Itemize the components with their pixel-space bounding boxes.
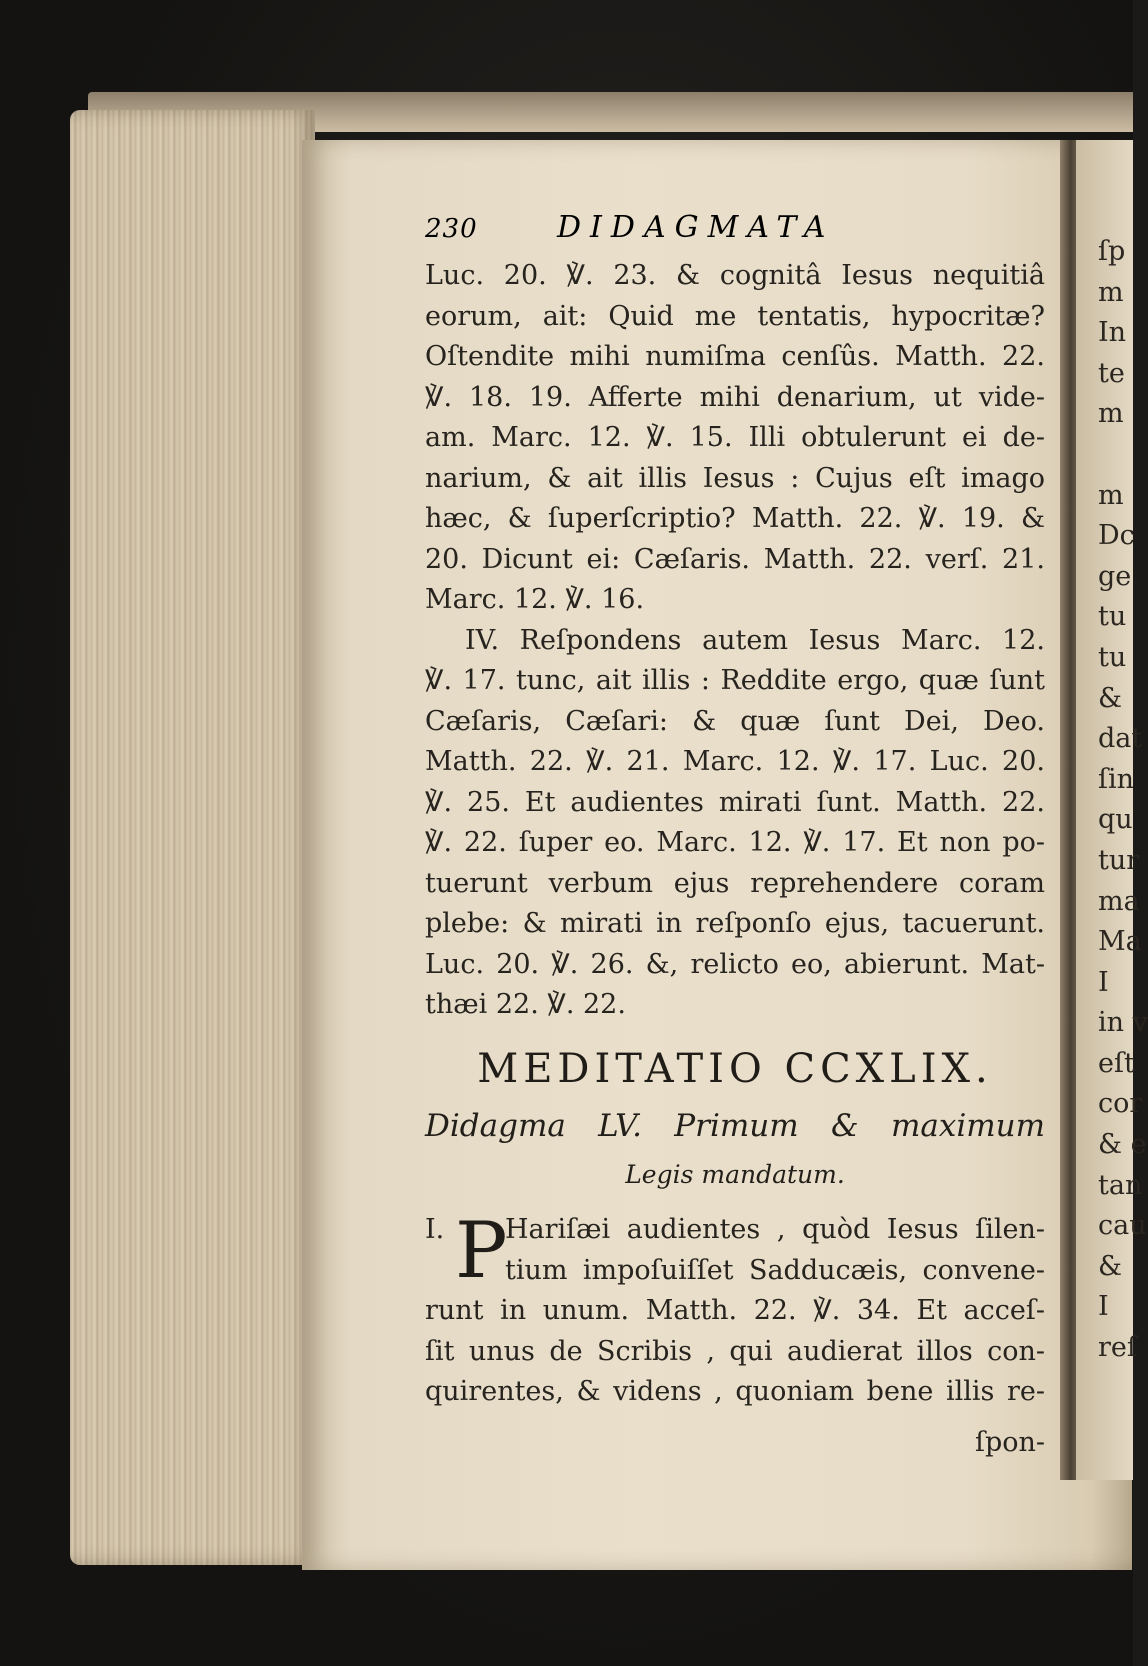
facing-fragment: eſt (1098, 1047, 1135, 1079)
facing-fragment: In (1098, 317, 1127, 349)
facing-fragment: m (1098, 276, 1124, 308)
facing-fragment: te (1098, 357, 1125, 389)
meditation-heading: MEDITATIO CCXLIX. (477, 1046, 993, 1092)
text-line: Hariſæi audientes , quòd Iesus ſilen- (505, 1214, 1045, 1245)
text-line: quirentes, & videns , quoniam bene illis re- (425, 1376, 1045, 1407)
text-line: runt in unum. Matth. 22. ℣. 34. Et acceſ- (425, 1295, 1045, 1326)
running-head (425, 210, 1045, 254)
text-line: IV. Reſpondens autem Iesus Marc. 12. (465, 624, 1045, 656)
facing-fragment: m (1098, 398, 1124, 430)
text-line: eorum, ait: Quid me tentatis, hypocritæ? (425, 300, 1045, 332)
facing-fragment: tu (1098, 601, 1127, 633)
text-line: Oſtendite mihi numiſma cenſûs. Matth. 22. (425, 341, 1045, 372)
facing-fragment: cor (1098, 1088, 1143, 1120)
didagma-subheading: Didagma LV. Primum & maximum (425, 1108, 1045, 1144)
text-line: tium impoſuiſſet Sadducæis, convene- (505, 1254, 1045, 1286)
text-line: 20. Dicunt ei: Cæſaris. Matth. 22. verſ. 21. (425, 543, 1045, 575)
facing-fragment: & (1098, 682, 1123, 714)
text-line: narium, & ait illis Iesus : Cujus eſt imago (425, 462, 1045, 494)
facing-fragment: reſ (1098, 1332, 1137, 1364)
text-line: plebe: & mirati in reſponſo ejus, tacuerunt. (425, 908, 1045, 939)
facing-fragment: Ma (1098, 926, 1142, 958)
text-line: hæc, & ſuperſcriptio? Matth. 22. ℣. 19. & (425, 503, 1045, 534)
catchword: ſpon- (974, 1427, 1045, 1458)
page-edges (70, 110, 315, 1565)
facing-fragment: dat (1098, 723, 1143, 755)
text-line: Matth. 22. ℣. 21. Marc. 12. ℣. 17. Luc. 20. (425, 746, 1045, 777)
facing-fragment: Dc (1098, 520, 1135, 552)
facing-fragment: & e (1098, 1129, 1147, 1161)
facing-fragment: ſin (1098, 763, 1135, 795)
text-line: Marc. 12. ℣. 16. (425, 584, 645, 615)
facing-fragment: ma (1098, 885, 1140, 917)
paragraph-with-dropcap (425, 1206, 1045, 1413)
text-line: ℣. 17. tunc, ait illis : Reddite ergo, quæ ſunt (425, 665, 1045, 696)
facing-page-text (1098, 232, 1148, 1369)
facing-fragment: & (1098, 1250, 1123, 1282)
paragraph-number: I. (425, 1214, 445, 1245)
text-line: Cæſaris, Cæſari: & quæ ſunt Dei, Deo. (425, 705, 1045, 737)
text-line: ℣. 25. Et audientes mirati ſunt. Matth. 22. (425, 786, 1045, 818)
drop-cap: P (455, 1206, 508, 1296)
facing-fragment: tur (1098, 844, 1140, 876)
page-number: 230 (425, 214, 478, 244)
facing-fragment: I (1098, 1291, 1109, 1323)
facing-fragment: ſp (1098, 236, 1126, 267)
facing-fragment: in v (1098, 1007, 1148, 1039)
facing-fragment: I (1098, 966, 1109, 998)
facing-fragment (1098, 435, 1133, 476)
text-line: tuerunt verbum ejus reprehendere coram (425, 867, 1045, 899)
text-line: Luc. 20. ℣. 26. &, relicto eo, abierunt. Mat- (425, 948, 1045, 980)
facing-fragment: m (1098, 479, 1124, 511)
facing-fragment: tu (1098, 641, 1127, 673)
facing-fragment: cau (1098, 1210, 1147, 1242)
facing-fragment: tan (1098, 1169, 1143, 1201)
text-line: Luc. 20. ℣. 23. & cognitâ Iesus nequitiâ (425, 260, 1045, 291)
text-line: ℣. 18. 19. Afferte mihi denarium, ut vide- (425, 381, 1045, 413)
didagma-subheading-2: Legis mandatum. (625, 1160, 845, 1189)
facing-fragment: ge (1098, 560, 1132, 592)
facing-fragment: qu (1098, 804, 1133, 836)
text-line: ℣. 22. ſuper eo. Marc. 12. ℣. 17. Et non po- (425, 827, 1045, 858)
text-line: thæi 22. ℣. 22. (425, 989, 626, 1020)
text-line: am. Marc. 12. ℣. 15. Illi obtulerunt ei de- (425, 422, 1045, 453)
running-title: DIDAGMATA (557, 210, 835, 245)
body-text (425, 256, 1045, 1026)
text-line: ſit unus de Scribis , qui audierat illos con- (425, 1335, 1045, 1367)
